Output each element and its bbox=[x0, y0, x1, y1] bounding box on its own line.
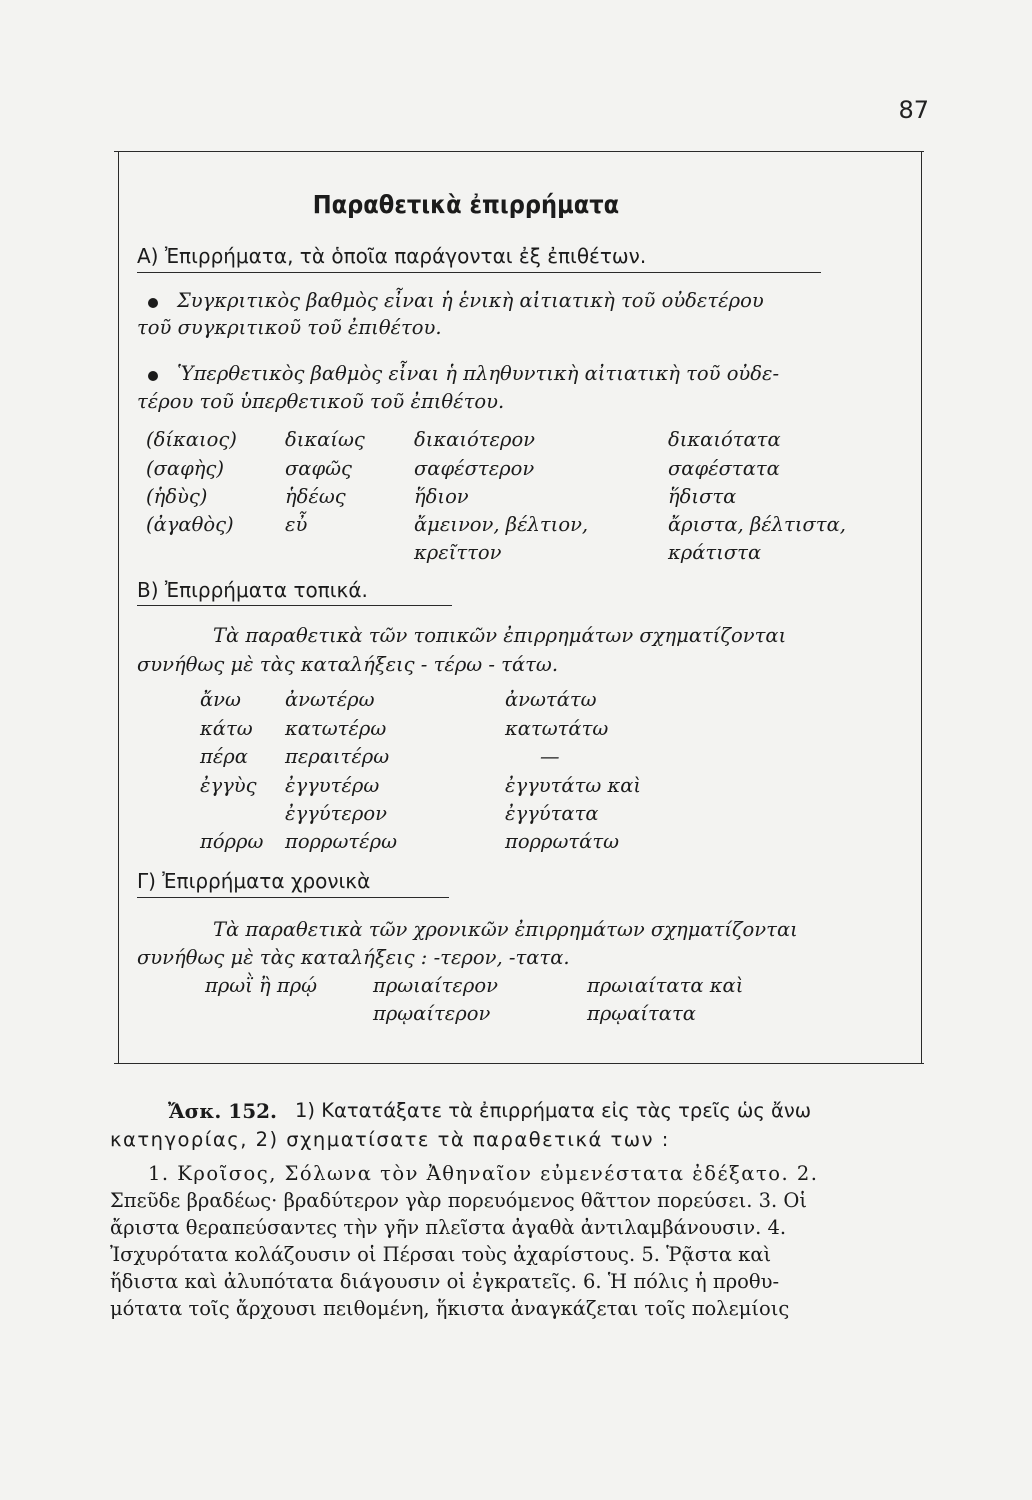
table-a-cell: σαφῶς bbox=[285, 457, 352, 480]
table-b-cell: κατωτάτω bbox=[505, 717, 609, 740]
page-number: 87 bbox=[898, 96, 929, 124]
table-b-cell: πορρωτάτω bbox=[505, 830, 620, 853]
table-b-cell: κατωτέρω bbox=[285, 717, 387, 740]
rule2-line1: Ὑπερθετικὸς βαθμὸς εἶναι ἡ πληθυντικὴ αἰτιατικὴ τοῦ οὐδε- bbox=[177, 362, 780, 385]
table-a-cell: εὖ bbox=[285, 513, 308, 536]
table-b-cell: πορρωτέρω bbox=[285, 830, 398, 853]
table-b-cell: ἀνωτέρω bbox=[285, 688, 375, 711]
section-c-heading: Γ) Ἐπιρρήματα χρονικὰ bbox=[137, 869, 371, 893]
section-a-heading: Α) Ἐπιρρήματα, τὰ ὁποῖα παράγονται ἐξ ἐπιθέτων. bbox=[137, 244, 647, 268]
table-a-cell: (σαφὴς) bbox=[146, 457, 224, 480]
exercise-line: ἄριστα θεραπεύσαντες τὴν γῆν πλεῖστα ἀγαθὰ ἀντιλαμβάνουσιν. 4. bbox=[110, 1216, 787, 1239]
table-a-cell: σαφέστερον bbox=[414, 457, 535, 480]
box-title: Παραθετικὰ ἐπιρρήματα bbox=[312, 190, 620, 219]
table-b-cell: περαιτέρω bbox=[285, 745, 390, 768]
section-b-heading: Β) Ἐπιρρήματα τοπικά. bbox=[137, 578, 368, 602]
rule1-line1: Συγκριτικὸς βαθμὸς εἶναι ἡ ἑνικὴ αἰτιατικὴ τοῦ οὐδετέρου bbox=[177, 289, 764, 312]
bullet-icon bbox=[148, 298, 158, 308]
exercise-line: Ἰσχυρότατα κολάζουσιν οἱ Πέρσαι τοὺς ἀχαρίστους. 5. Ῥᾷστα καὶ bbox=[110, 1243, 772, 1266]
section-c-underline bbox=[137, 897, 449, 898]
section-b-text-line2: συνήθως μὲ τὰς καταλήξεις - τέρω - τάτω. bbox=[137, 653, 559, 676]
table-a-cell: ἥδιστα bbox=[668, 485, 737, 508]
exercise-instruction-line1: 1) Κατατάξατε τὰ ἐπιρρήματα εἰς τὰς τρεῖς ὡς ἄνω bbox=[295, 1099, 812, 1122]
section-b-text-line1: Τὰ παραθετικὰ τῶν τοπικῶν ἐπιρρημάτων σχηματίζονται bbox=[213, 624, 787, 647]
table-a-cell: (ἀγαθὸς) bbox=[146, 513, 234, 536]
bullet-icon bbox=[148, 371, 158, 381]
table-a-cell: σαφέστατα bbox=[668, 457, 780, 480]
box-bottom-rule bbox=[114, 1063, 924, 1064]
table-b-cell: πέρα bbox=[200, 745, 248, 768]
section-b-underline bbox=[137, 605, 452, 606]
table-a-cell: ἡδέως bbox=[285, 485, 346, 508]
table-b-cell: πόρρω bbox=[200, 830, 264, 853]
exercise-instruction-line2: κατηγορίας, 2) σχηματίσατε τὰ παραθετικά των : bbox=[110, 1128, 670, 1151]
table-b-cell: ἐγγυτέρω bbox=[285, 774, 380, 797]
table-a-cell: δικαιότερον bbox=[414, 428, 536, 451]
table-a-cell: δικαιότατα bbox=[668, 428, 781, 451]
table-b-cell: — bbox=[540, 745, 560, 768]
table-c-cell: πρωῒ ἢ πρῴ bbox=[205, 974, 318, 997]
table-a-cell: ἥδιον bbox=[414, 485, 469, 508]
exercise-line: μότατα τοῖς ἄρχουσι πειθομένη, ἥκιστα ἀναγκάζεται τοῖς πολεμίοις bbox=[110, 1297, 790, 1320]
exercise-label: Ἄσκ. 152. bbox=[168, 1099, 278, 1123]
rule2-line2: τέρου τοῦ ὑπερθετικοῦ τοῦ ἐπιθέτου. bbox=[137, 390, 505, 413]
table-c-cell: πρῳαίτερον bbox=[373, 1002, 491, 1025]
table-a-cell: κρεῖττον bbox=[414, 541, 502, 564]
exercise-line: Σπεῦδε βραδέως· βραδύτερον γὰρ πορευόμενος θᾶττον πορεύσει. 3. Οἱ bbox=[110, 1189, 808, 1212]
table-a-cell: (ἡδὺς) bbox=[146, 485, 208, 508]
table-a-cell: (δίκαιος) bbox=[146, 428, 237, 451]
table-b-cell: ἐγγὺς bbox=[200, 774, 257, 797]
table-b-cell: ἐγγυτάτω καὶ bbox=[505, 774, 642, 797]
section-a-underline bbox=[137, 272, 821, 273]
exercise-line: 1. Κροῖσος, Σόλωνα τὸν Ἀθηναῖον εὐμενέστατα ἐδέξατο. 2. bbox=[148, 1162, 819, 1185]
exercise-line: ἥδιστα καὶ ἀλυπότατα διάγουσιν οἱ ἐγκρατεῖς. 6. Ἡ πόλις ἡ προθυ- bbox=[110, 1270, 780, 1293]
table-b-cell: κάτω bbox=[200, 717, 253, 740]
section-c-text-line2: συνήθως μὲ τὰς καταλήξεις : -τερον, -τατα. bbox=[137, 946, 570, 969]
table-c-cell: πρῳαίτατα bbox=[587, 1002, 696, 1025]
box-top-rule bbox=[114, 151, 924, 152]
table-a-cell: κράτιστα bbox=[668, 541, 762, 564]
table-b-cell: ἄνω bbox=[200, 688, 241, 711]
table-b-cell: ἀνωτάτω bbox=[505, 688, 597, 711]
table-a-cell: ἄριστα, βέλτιστα, bbox=[668, 513, 846, 536]
table-c-cell: πρωιαίτατα καὶ bbox=[587, 974, 744, 997]
table-a-cell: δικαίως bbox=[285, 428, 365, 451]
table-b-cell: ἐγγύτατα bbox=[505, 802, 599, 825]
rule1-line2: τοῦ συγκριτικοῦ τοῦ ἐπιθέτου. bbox=[137, 316, 442, 339]
section-c-text-line1: Τὰ παραθετικὰ τῶν χρονικῶν ἐπιρρημάτων σχηματίζονται bbox=[213, 918, 798, 941]
table-b-cell: ἐγγύτερον bbox=[285, 802, 387, 825]
table-c-cell: πρωιαίτερον bbox=[373, 974, 498, 997]
table-a-cell: ἄμεινον, βέλτιον, bbox=[414, 513, 589, 536]
